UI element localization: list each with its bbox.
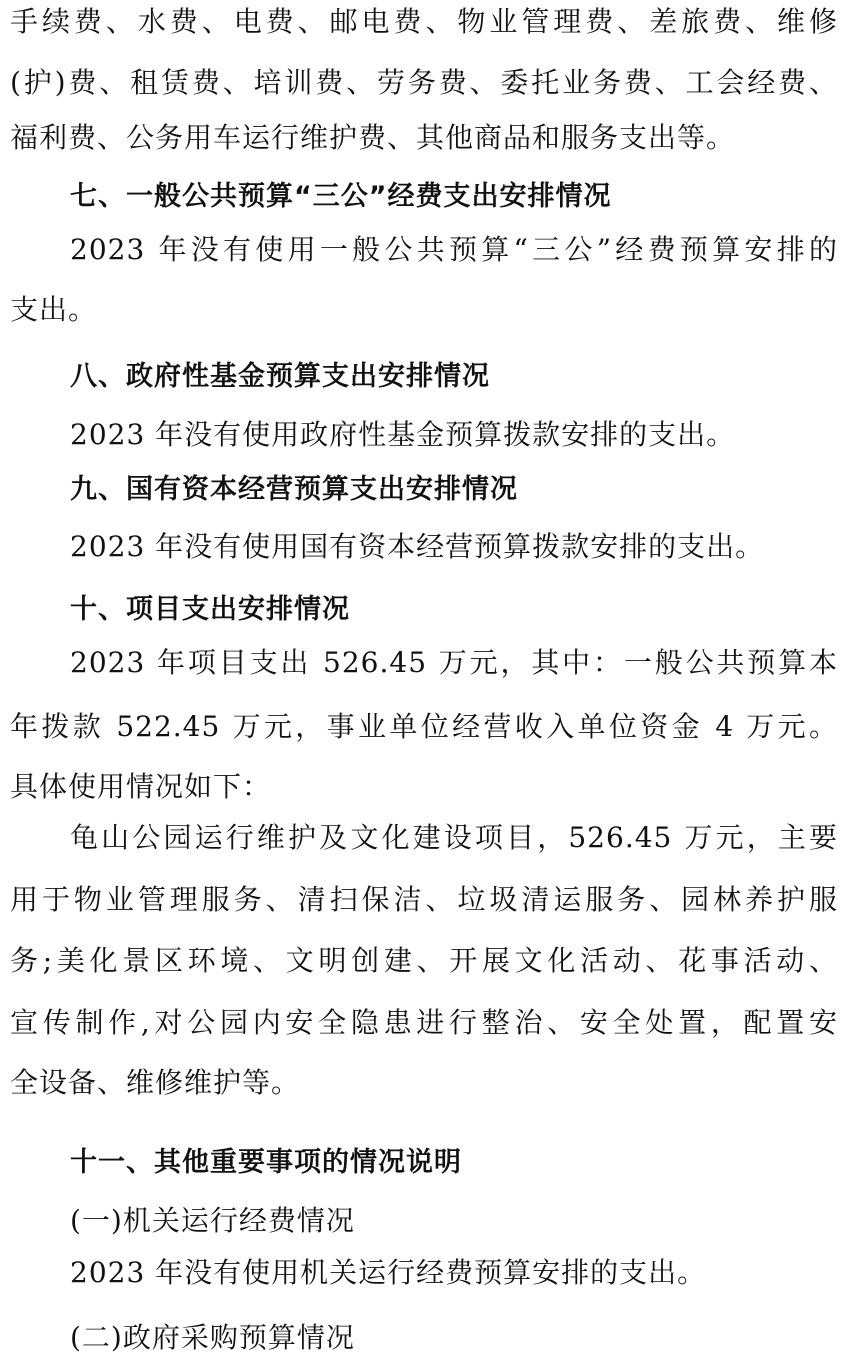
section-heading-7: 七、一般公共预算“三公”经费支出安排情况	[70, 181, 612, 212]
paragraph-line: 2023 年项目支出 526.45 万元，其中：一般公共预算本	[70, 646, 838, 679]
section-heading-9: 九、国有资本经营预算支出安排情况	[70, 474, 518, 505]
paragraph-line: (护)费、租赁费、培训费、劳务费、委托业务费、工会经费、	[10, 66, 838, 99]
paragraph-line: 年拨款 522.45 万元，事业单位经营收入单位资金 4 万元。	[10, 710, 838, 743]
paragraph-line: 手续费、水费、电费、邮电费、物业管理费、差旅费、维修	[10, 5, 838, 38]
paragraph-line: 支出。	[10, 293, 98, 326]
paragraph-line: 2023 年没有使用一般公共预算“三公”经费预算安排的	[70, 233, 838, 266]
paragraph-line: 2023 年没有使用政府性基金预算拨款安排的支出。	[70, 418, 736, 451]
paragraph-line: 全设备、维修维护等。	[10, 1066, 301, 1099]
section-heading-8: 八、政府性基金预算支出安排情况	[70, 361, 490, 392]
section-heading-10: 十、项目支出安排情况	[70, 594, 350, 625]
section-heading-11: 十一、其他重要事项的情况说明	[70, 1147, 462, 1178]
paragraph-line: 2023 年没有使用机关运行经费预算安排的支出。	[70, 1256, 707, 1289]
subsection-heading: (一)机关运行经费情况	[70, 1204, 355, 1237]
paragraph-line: 宣传制作,对公园内安全隐患进行整治、安全处置，配置安	[10, 1006, 838, 1039]
subsection-heading: (二)政府采购预算情况	[70, 1321, 355, 1354]
paragraph-line: 用于物业管理服务、清扫保洁、垃圾清运服务、园林养护服	[10, 883, 838, 916]
paragraph-line: 龟山公园运行维护及文化建设项目，526.45 万元，主要	[70, 821, 838, 854]
paragraph-line: 具体使用情况如下：	[10, 770, 272, 803]
paragraph-line: 务;美化景区环境、文明创建、开展文化活动、花事活动、	[10, 944, 838, 977]
paragraph-line: 2023 年没有使用国有资本经营预算拨款安排的支出。	[70, 530, 765, 563]
paragraph-line: 福利费、公务用车运行维护费、其他商品和服务支出等。	[10, 121, 736, 154]
